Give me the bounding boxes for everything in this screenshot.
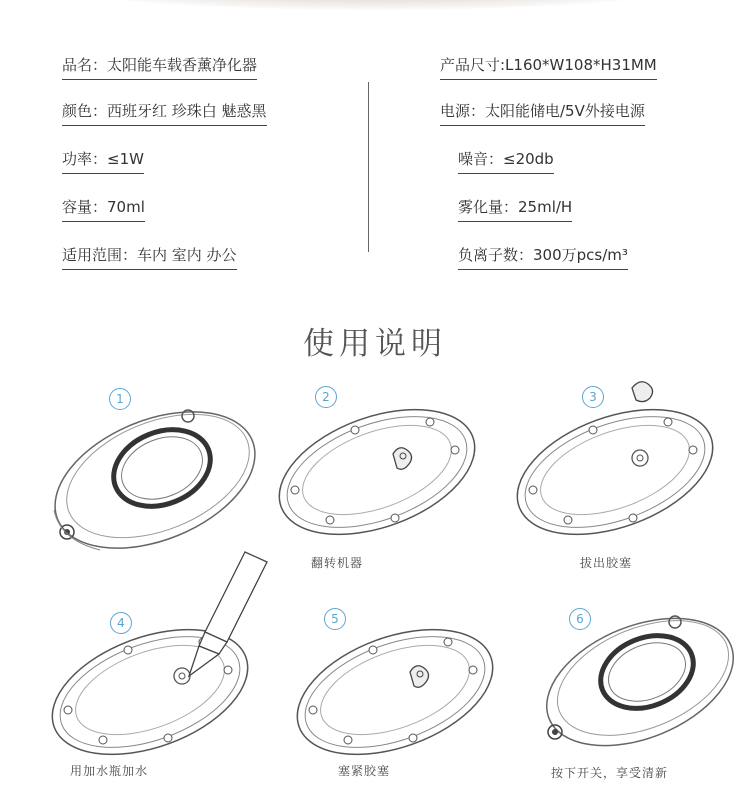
step-4-caption: 用加水瓶加水 <box>70 764 149 778</box>
spec-mist-rate: 雾化量：25ml/H <box>458 196 572 222</box>
spec-product-name: 品名：太阳能车载香薰净化器 <box>62 54 257 80</box>
spec-divider <box>368 82 369 252</box>
step-4 <box>40 540 270 790</box>
step-3-caption: 拔出胶塞 <box>580 556 633 570</box>
spec-power-source: 电源：太阳能储电/5V外接电源 <box>440 100 645 126</box>
step-3 <box>500 380 730 580</box>
spec-color: 颜色：西班牙红 珍珠白 魅惑黑 <box>62 100 267 126</box>
step-6 <box>535 600 735 790</box>
spec-anion-count: 负离子数：300万pcs/m³ <box>458 244 628 270</box>
spec-size: 产品尺寸:L160*W108*H31MM <box>440 54 657 80</box>
device-top-view-switch-illustration <box>535 600 735 760</box>
device-bottom-view-illustration <box>265 380 485 540</box>
step-4-number: 4 <box>110 612 132 634</box>
step-1 <box>40 380 260 560</box>
device-top-view-illustration <box>40 380 260 560</box>
step-3-number: 3 <box>582 386 604 408</box>
step-2-number: 2 <box>315 386 337 408</box>
spec-power: 功率：≤1W <box>62 148 144 174</box>
step-6-caption: 按下开关，享受清新 <box>551 766 669 780</box>
step-2-caption: 翻转机器 <box>311 556 364 570</box>
section-title: 使用说明 <box>303 326 447 362</box>
step-2 <box>265 380 485 580</box>
step-5-number: 5 <box>324 608 346 630</box>
step-5-caption: 塞紧胶塞 <box>338 764 391 778</box>
add-water-illustration <box>40 540 270 760</box>
step-6-number: 6 <box>569 608 591 630</box>
remove-plug-illustration <box>500 380 730 540</box>
step-5 <box>280 600 510 790</box>
spec-capacity: 容量：70ml <box>62 196 145 222</box>
insert-plug-illustration <box>280 600 510 760</box>
product-top-shadow <box>60 0 690 10</box>
spec-noise: 噪音：≤20db <box>458 148 554 174</box>
spec-usage-scope: 适用范围：车内 室内 办公 <box>62 244 237 270</box>
step-1-number: 1 <box>109 388 131 410</box>
